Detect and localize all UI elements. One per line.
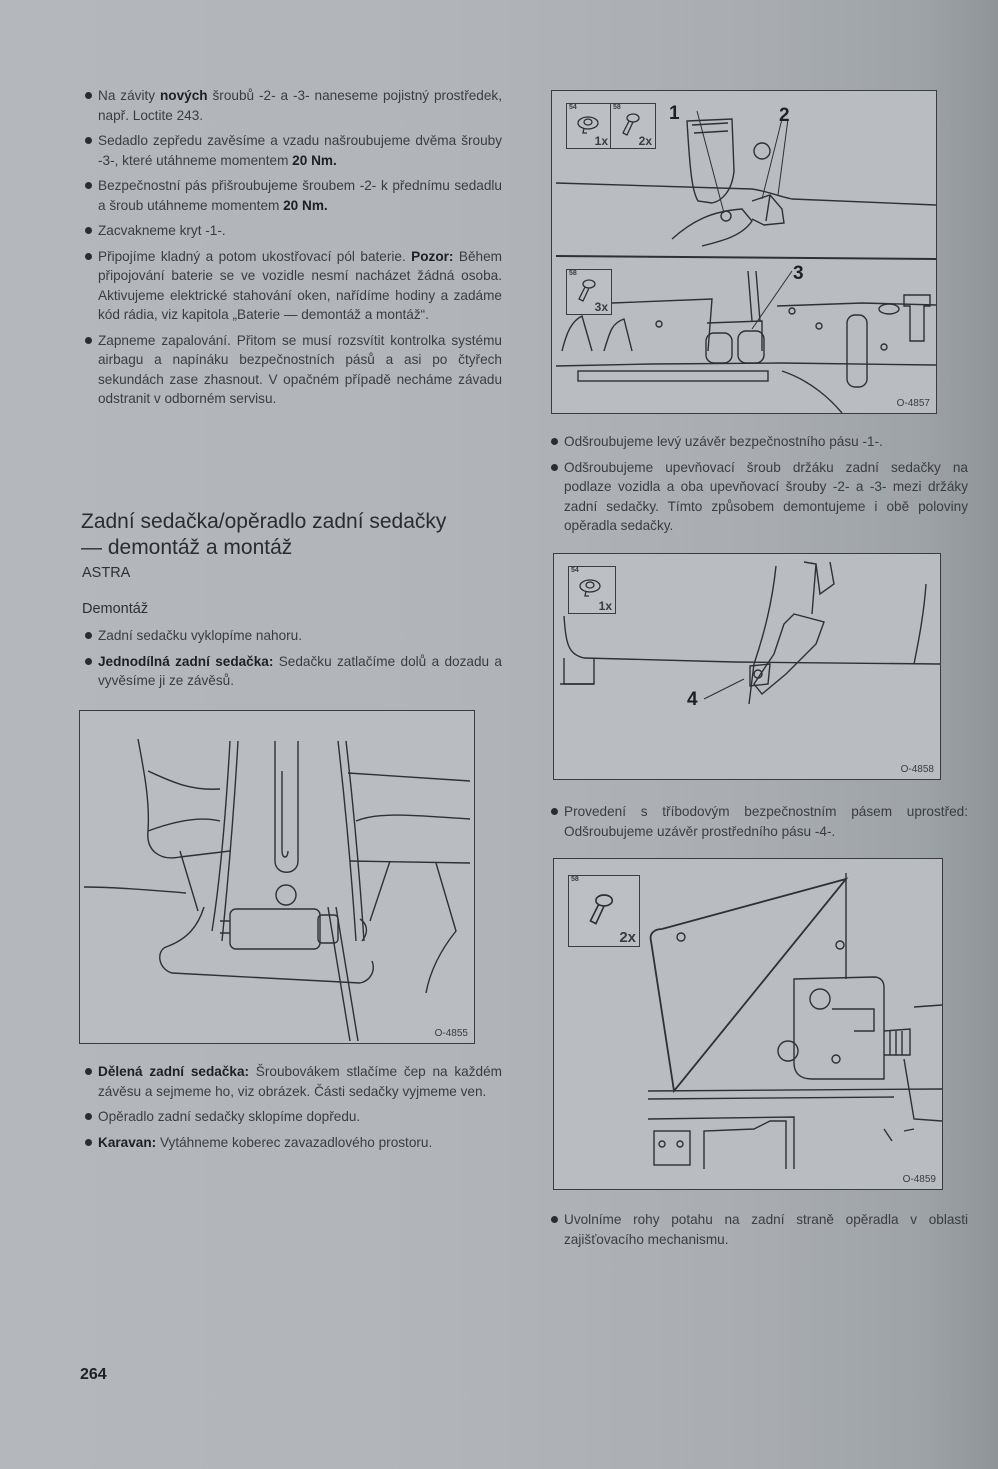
text: šroubů -2- a -3- naneseme pojistný prostředek, např. Loctite 243. bbox=[98, 88, 502, 123]
text: Uvolníme rohy potahu na zadní straně opěradla v oblasti zajišťovacího mechanismu. bbox=[564, 1212, 968, 1247]
list-item bbox=[84, 1107, 502, 1127]
text: Bezpečnostní pás přišroubujeme šroubem -2- k přednímu sedadlu a šroub utáhneme momentem bbox=[98, 178, 502, 213]
seat-hinge-drawing bbox=[80, 711, 474, 1043]
section-title bbox=[81, 509, 511, 561]
figure-backrest-lock bbox=[553, 858, 943, 1190]
list-item bbox=[84, 626, 502, 646]
figure-code: O-4855 bbox=[434, 1028, 468, 1039]
list-item bbox=[550, 458, 968, 536]
text: Zadní sedačku vyklopíme nahoru. bbox=[98, 628, 303, 643]
text: Během připojování baterie se ve vozidle nesmí nacházet žádná osoba. Aktivujeme elektrické stahování oken, nařídíme hodiny a zadáme kód rádia, viz kapitola „Baterie — demontáž a montáž“. bbox=[98, 248, 502, 322]
right-column-c bbox=[550, 1210, 968, 1255]
washer-bolt-icon bbox=[577, 577, 603, 599]
callout-2: 2 bbox=[779, 105, 790, 126]
text: Zacvakneme kryt -1-. bbox=[98, 223, 226, 238]
left-column-bottom bbox=[84, 1062, 502, 1158]
text: Provedení s tříbodovým bezpečnostním pásem uprostřed: Odšroubujeme uzávěr prostředního pásu -4-. bbox=[564, 804, 968, 839]
list-item bbox=[84, 221, 502, 241]
figure-seat-hinge bbox=[79, 710, 475, 1044]
text: Na závity bbox=[98, 88, 160, 103]
bolt-icon bbox=[585, 890, 615, 930]
list-item bbox=[84, 1133, 502, 1153]
text: Sedadlo zepředu zavěsíme a vzadu našroubujeme dvěma šrouby -3-, které utáhneme momentem bbox=[98, 133, 502, 168]
list-item bbox=[84, 131, 502, 170]
right-column-a bbox=[550, 432, 968, 542]
callout-1: 1 bbox=[669, 103, 680, 124]
list-item bbox=[550, 1210, 968, 1249]
part-box-54: 54 1x bbox=[568, 566, 616, 614]
page-number: 264 bbox=[80, 1366, 107, 1383]
text: Odšroubujeme levý uzávěr bezpečnostního pásu -1-. bbox=[564, 434, 883, 449]
text: Zapneme zapalování. Přitom se musí rozsvítit kontrolka systému airbagu a napínáku bezpečnostních pásů a asi po čtyřech sekundách zase zhasnout. V opačném případě necháme závadu odstranit v odborném servisu. bbox=[98, 332, 502, 406]
text: Sedačku zatlačíme dolů a dozadu a vyvěsíme ji ze závěsů. bbox=[98, 653, 502, 688]
instruction-list-mid bbox=[84, 626, 502, 691]
instruction-list-right-b bbox=[550, 802, 968, 841]
left-column-mid bbox=[84, 626, 502, 697]
list-item bbox=[84, 1062, 502, 1101]
instruction-list-right-c bbox=[550, 1210, 968, 1249]
bold-text: 20 Nm. bbox=[283, 197, 328, 213]
text: Vytáhneme koberec zavazadlového prostoru. bbox=[156, 1134, 433, 1150]
figure-center-buckle bbox=[553, 553, 941, 780]
text: Šroubovákem stlačíme čep na každém závěsu a sejmeme ho, viz obrázek. Části sedačky vyjmeme ven. bbox=[98, 1064, 502, 1099]
figure-code: O-4859 bbox=[902, 1174, 936, 1185]
bold-text: Pozor: bbox=[411, 248, 454, 264]
figure-code: O-4857 bbox=[896, 398, 930, 409]
right-column-b bbox=[550, 802, 968, 847]
text: Připojíme kladný a potom ukostřovací pól baterie. bbox=[98, 248, 412, 264]
left-column bbox=[84, 86, 502, 415]
list-item bbox=[84, 247, 502, 325]
instruction-list-bottom bbox=[84, 1062, 502, 1152]
instruction-list-top bbox=[84, 86, 502, 409]
figure-code: O-4858 bbox=[900, 764, 934, 775]
list-item bbox=[84, 176, 502, 215]
list-item bbox=[84, 652, 502, 691]
text: Opěradlo zadní sedačky sklopíme dopředu. bbox=[98, 1109, 361, 1124]
figure-belt-buckle-mount bbox=[551, 90, 937, 414]
bold-text: nových bbox=[159, 88, 208, 103]
washer-bolt-icon bbox=[575, 114, 601, 136]
part-box-58: 58 2x bbox=[610, 103, 656, 149]
bold-text: Karavan: bbox=[98, 1134, 157, 1150]
bold-text: 20 Nm. bbox=[292, 152, 337, 168]
model-heading: ASTRA bbox=[82, 565, 131, 581]
part-box-54: 54 1x bbox=[566, 103, 612, 149]
bold-text: Jednodílná zadní sedačka: bbox=[98, 653, 274, 669]
list-item bbox=[84, 86, 502, 125]
text: Odšroubujeme upevňovací šroub držáku zadní sedačky na podlaze vozidla a oba upevňovací šrouby -2- a -3- mezi držáky zadní sedačky. Tímto způsobem demontujeme i obě poloviny opěradla sedačky. bbox=[564, 459, 968, 533]
list-item bbox=[84, 331, 502, 409]
section-title-line1: Zadní sedačka/opěradlo zadní sedačky bbox=[81, 510, 447, 534]
callout-3: 3 bbox=[793, 263, 804, 284]
bold-text: Dělená zadní sedačka: bbox=[98, 1064, 250, 1079]
subheading-demontaz: Demontáž bbox=[82, 601, 149, 617]
instruction-list-right-a bbox=[550, 432, 968, 536]
list-item bbox=[550, 432, 968, 452]
list-item bbox=[550, 802, 968, 841]
part-box-58-lower: 58 3x bbox=[566, 269, 612, 315]
part-box-58: 58 2x bbox=[568, 875, 640, 947]
callout-4: 4 bbox=[687, 689, 698, 710]
section-title-line2: — demontáž a montáž bbox=[81, 536, 293, 560]
